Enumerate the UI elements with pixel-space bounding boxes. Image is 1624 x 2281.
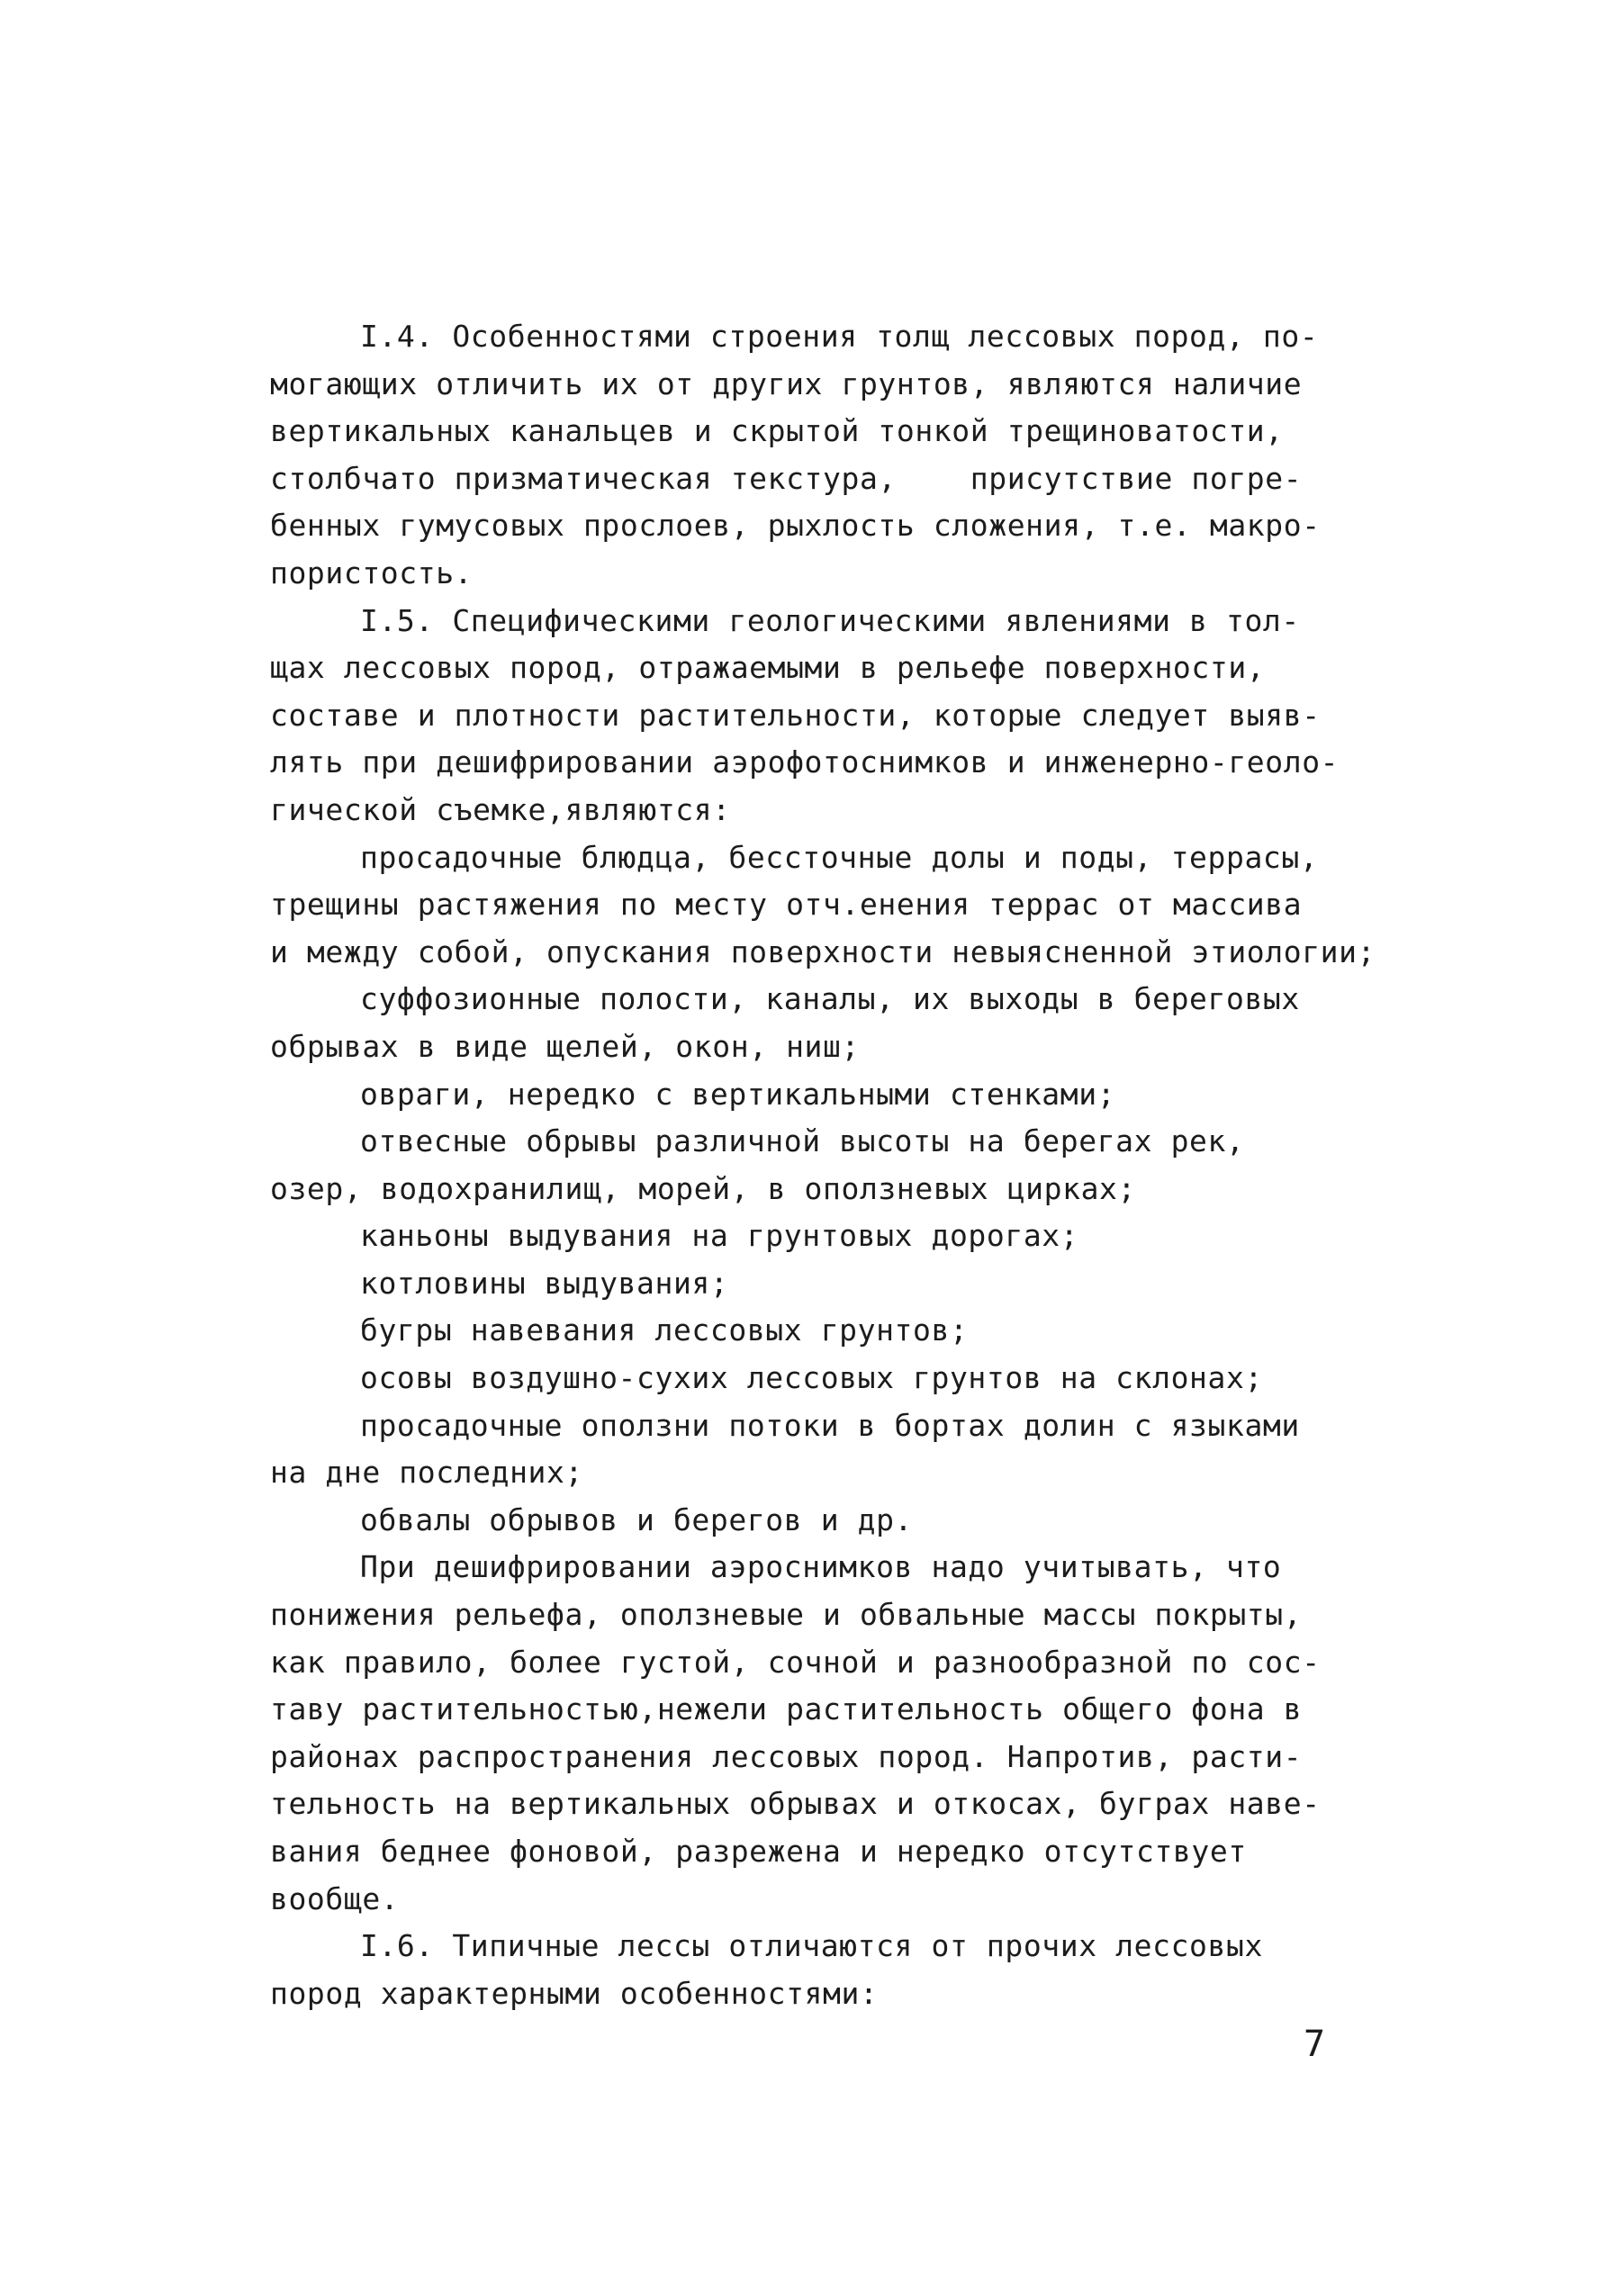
text-line: как правило, более густой, сочной и разнообразной по сос- [270,1644,1321,1680]
text-line: отвесные обрывы различной высоты на берегах рек, [360,1123,1245,1159]
text-line: вертикальных канальцев и скрытой тонкой трещиноватости, [270,413,1284,449]
text-line: тельность на вертикальных обрывах и откосах, буграх наве- [270,1786,1321,1822]
text-line: каньоны выдувания на грунтовых дорогах; [360,1218,1079,1254]
text-line: котловины выдувания; [360,1265,729,1301]
text-line: пород характерными особенностями: [270,1975,879,2011]
text-line: суффозионные полости, каналы, их выходы в береговых [360,981,1300,1017]
text-line: просадочные блюдца, бессточные долы и поды, террасы, [360,839,1319,875]
text-line: При дешифрировании аэроснимков надо учитывать, что [360,1549,1282,1585]
text-line: вания беднее фоновой, разрежена и нередко отсутствует [270,1834,1247,1869]
text-line: могающих отличить их от других грунтов, являются наличие [270,365,1303,401]
text-line: бугры навевания лессовых грунтов; [360,1312,969,1348]
text-line: вообще. [270,1880,400,1916]
text-line: овраги, нередко с вертикальными стенками; [360,1076,1116,1112]
text-line: и между собой, опускания поверхности невыясненной этиологии; [270,933,1376,969]
text-line: трещины растяжения по месту отч.енения террас от массива [270,887,1303,923]
text-line: пористость. [270,554,474,591]
text-line: I.5. Специфическими геологическими явлениями в тол- [360,602,1300,638]
text-line: озер, водохранилищ, морей, в оползневых цирках; [270,1170,1136,1206]
text-line: понижения рельефа, оползневые и обвальные массы покрыты, [270,1597,1303,1633]
text-line: просадочные оползни потоки в бортах долин с языками [360,1407,1300,1443]
text-line: на дне последних; [270,1455,583,1491]
body-text [270,313,1404,2017]
text-line: обвалы обрывов и берегов и др. [360,1501,914,1537]
text-line: I.6. Типичные лессы отличаются от прочих лессовых [360,1928,1263,1964]
text-line: лять при дешифрировании аэрофотоснимков и инженерно-геоло- [270,744,1340,780]
text-line: гической съемке,являются: [270,791,731,827]
text-line: щах лессовых пород, отражаемыми в рельефе поверхности, [270,650,1266,686]
text-line: I.4. Особенностями строения толщ лессовых пород, по- [360,319,1319,354]
text-line: обрывах в виде щелей, окон, ниш; [270,1028,860,1064]
text-line: столбчато призматическая текстура, присутствие погре- [270,460,1303,496]
text-line: составе и плотности растительности, которые следует выяв- [270,697,1321,733]
page-number: 7 [1304,2024,1326,2065]
text-line: осовы воздушно-сухих лессовых грунтов на склонах; [360,1360,1263,1396]
text-line: районах распространения лессовых пород. Напротив, расти- [270,1738,1303,1774]
text-line: бенных гумусовых прослоев, рыхлость сложения, т.е. макро- [270,508,1321,544]
text-line: таву растительностью,нежели растительность общего фона в [270,1691,1303,1727]
